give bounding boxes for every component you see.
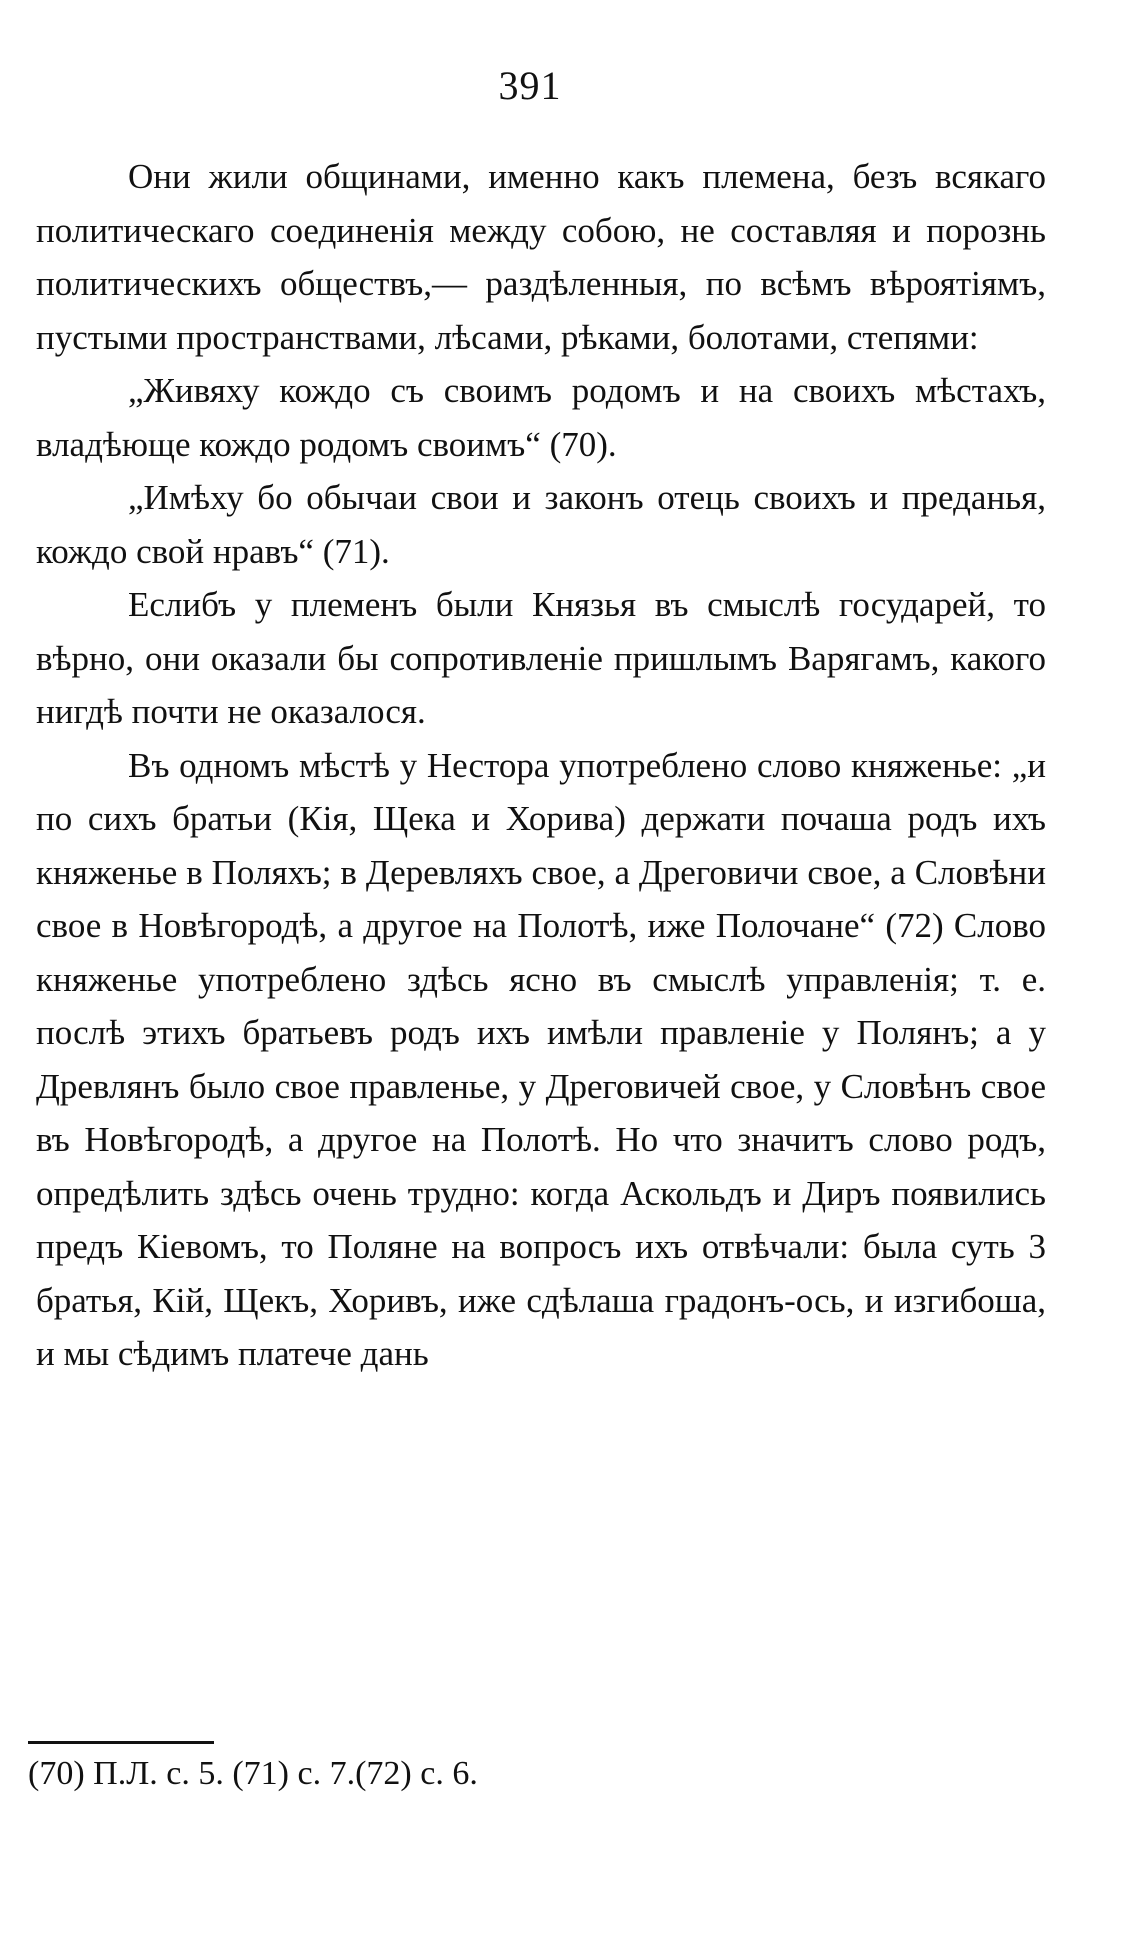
footnote-divider xyxy=(28,1741,214,1744)
paragraph: „Живяху кождо съ своимъ родомъ и на своихъ мѣстахъ, владѣюще кождо родомъ своимъ“ (70). xyxy=(36,371,1046,464)
paragraph: „Имѣху бо обычаи свои и законъ отець своихъ и преданья, кождо свой нравъ“ (71). xyxy=(36,478,1046,571)
footnote: (70) П.Л. с. 5. (71) с. 7.(72) с. 6. xyxy=(28,1755,478,1792)
paragraph: Еслибъ у племенъ были Князья въ смыслѣ государей, то вѣрно, они оказали бы сопротивленіе пришлымъ Варягамъ, какого нигдѣ почти не оказалося. xyxy=(36,585,1046,731)
body-text xyxy=(36,150,1046,1381)
paragraph: Они жили общинами, именно какъ племена, безъ всякаго политическаго соединенія между собою, не составляя и порознь политическихъ обществъ,— раздѣленныя, по всѣмъ вѣроятіямъ, пустыми пространствами, лѣсами, рѣками, болотами, степями: xyxy=(36,157,1046,357)
page-number: 391 xyxy=(498,63,562,108)
paragraph: Въ одномъ мѣстѣ у Нестора употреблено слово княженье: „и по сихъ братьи (Кія, Щека и Хорива) держати почаша родъ ихъ княженье в Поляхъ; в Деревляхъ свое, а Дреговичи свое, а Словѣни свое в Новѣгородѣ, а другое на Полотѣ, иже Полочане“ (72) Слово княженье употреблено здѣсь ясно въ смыслѣ управленія; т. е. послѣ этихъ братьевъ родъ ихъ имѣли правленіе у Полянъ; а у Древлянъ было свое правленье, у Дреговичей свое, у Словѣнъ свое въ Новѣгородѣ, а другое на Полотѣ. Но что значитъ слово родъ, опредѣлить здѣсь очень трудно: когда Аскольдъ и Диръ появились предъ Кіевомъ, то Поляне на вопросъ ихъ отвѣчали: была суть 3 братья, Кій, Щекъ, Хоривъ, иже сдѣлаша градонъ-ось, и изгибоша, и мы сѣдимъ платече дань xyxy=(36,745,1046,1373)
